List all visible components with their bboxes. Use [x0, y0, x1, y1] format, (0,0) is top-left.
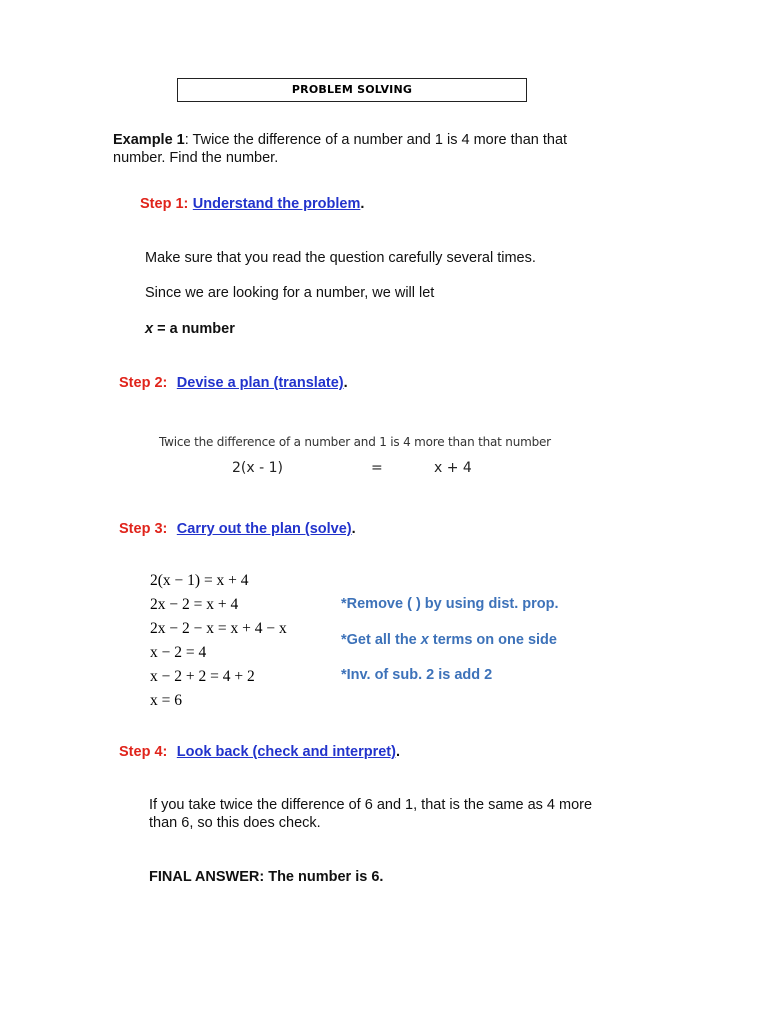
translate-right-expr: x + 4 — [434, 460, 472, 476]
step1-period: . — [360, 196, 365, 212]
step1-para2: Since we are looking for a number, we will let — [145, 285, 435, 301]
step3-link[interactable]: Carry out the plan (solve) — [176, 521, 352, 537]
note-remove-parens: *Remove ( ) by using dist. prop. — [341, 596, 559, 612]
note-collect-terms — [341, 632, 557, 648]
step3-heading — [119, 520, 356, 538]
step2-label: Step 2: — [119, 375, 168, 391]
note-collect-b: terms on one side — [428, 632, 557, 648]
check-line-1: If you take twice the difference of 6 and 1, that is the same as 4 more — [149, 797, 593, 813]
translate-sentence: Twice the difference of a number and 1 is 4 more than that number — [159, 435, 551, 449]
note-collect-a: *Get all the — [341, 632, 421, 648]
let-variable: x — [145, 321, 154, 337]
check-line-2: than 6, so this does check. — [149, 815, 321, 831]
example-text-2: number. Find the number. — [113, 150, 279, 166]
step4-link[interactable]: Look back (check and interpret) — [176, 744, 396, 760]
step2-heading — [119, 374, 348, 392]
note-inverse: *Inv. of sub. 2 is add 2 — [341, 667, 493, 683]
translate-equals: = — [371, 460, 383, 476]
step2-period: . — [343, 375, 348, 391]
example-line-1 — [113, 131, 567, 149]
page-title: PROBLEM SOLVING — [291, 83, 413, 96]
step3-label: Step 3: — [119, 521, 168, 537]
equation-2: 2x − 2 = x + 4 — [150, 596, 239, 613]
equation-3: 2x − 2 − x = x + 4 − x — [150, 620, 287, 637]
step3-period: . — [351, 521, 356, 537]
let-rest: = a number — [153, 321, 235, 337]
title-box — [177, 78, 527, 102]
equation-4: x − 2 = 4 — [150, 644, 207, 661]
step1-link[interactable]: Understand the problem — [192, 196, 361, 212]
note-collect-var: x — [420, 632, 429, 648]
equation-5: x − 2 + 2 = 4 + 2 — [150, 668, 255, 685]
step4-period: . — [395, 744, 400, 760]
let-statement — [145, 320, 235, 338]
step1-label: Step 1: — [140, 196, 189, 212]
step4-label: Step 4: — [119, 744, 168, 760]
step4-heading — [119, 743, 400, 761]
final-answer: FINAL ANSWER: The number is 6. — [149, 869, 384, 885]
translate-left-expr: 2(x - 1) — [232, 460, 283, 476]
step2-link[interactable]: Devise a plan (translate) — [176, 375, 344, 391]
step1-heading — [140, 195, 364, 213]
example-label: Example 1 — [113, 132, 185, 148]
step1-para1: Make sure that you read the question carefully several times. — [145, 250, 536, 266]
example-text-1: : Twice the difference of a number and 1 is 4 more than that — [184, 132, 568, 148]
equation-6: x = 6 — [150, 692, 182, 709]
equation-1: 2(x − 1) = x + 4 — [150, 572, 249, 589]
